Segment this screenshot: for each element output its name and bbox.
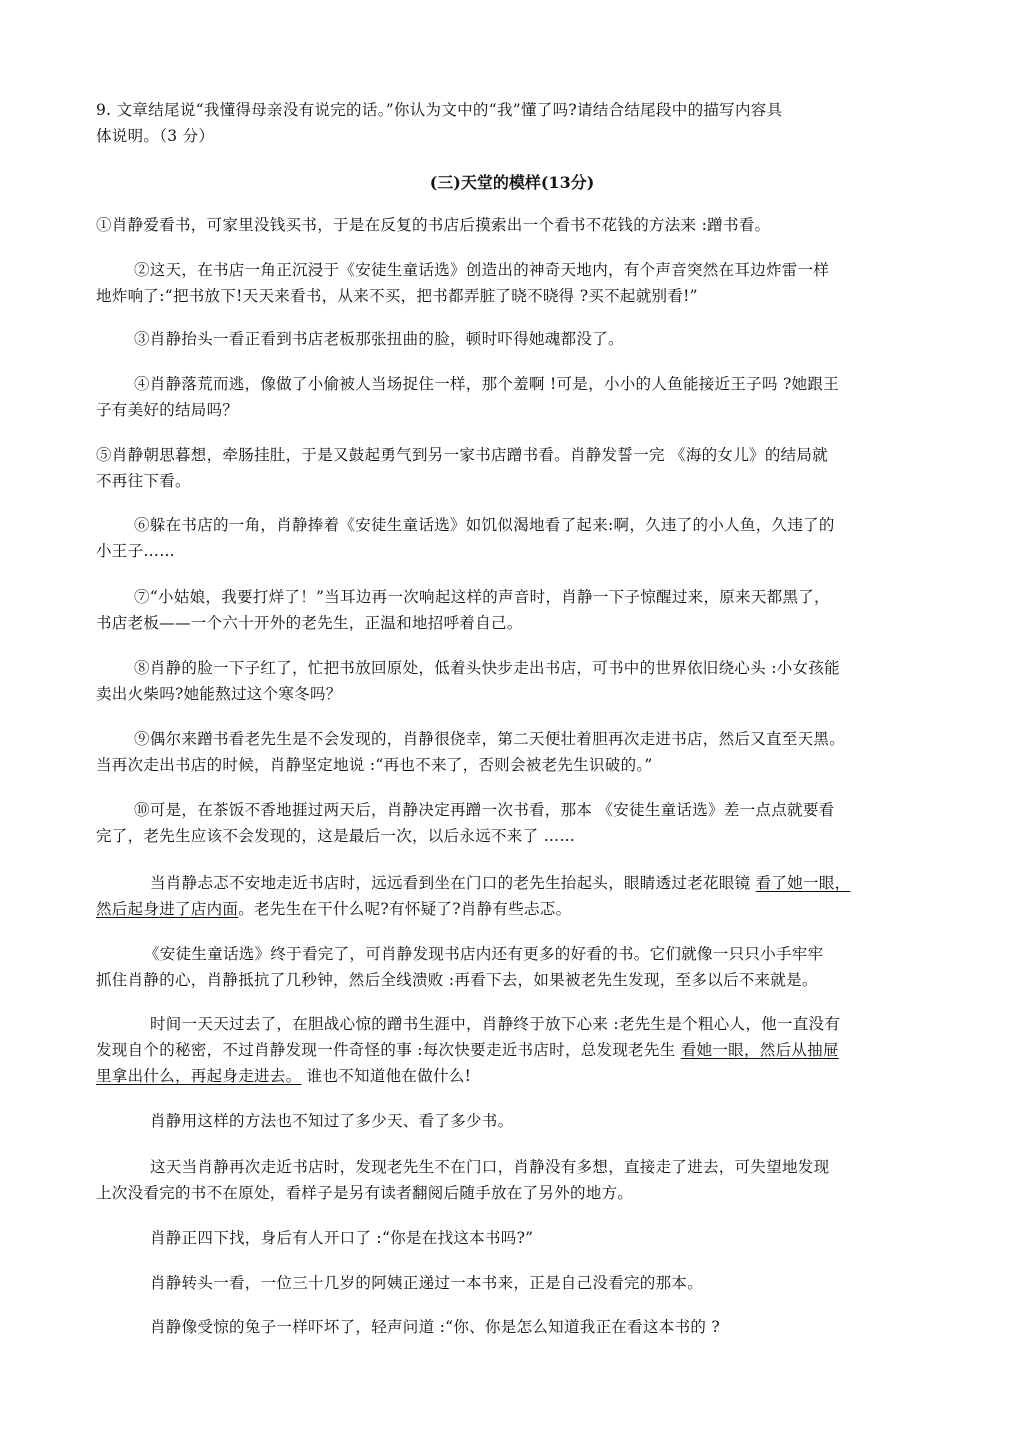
paragraph-line: 不再往下看。	[96, 472, 191, 490]
paragraph-line: ⑥躲在书店的一角，肖静捧着《安徒生童话选》如饥似渴地看了起来:啊，久违了的小人鱼，久违了的	[134, 516, 835, 534]
paragraph-line: 当再次走出书店的时候，肖静坚定地说 :“再也不来了，否则会被老先生识破的。”	[96, 756, 653, 774]
paragraph-line: ③肖静抬头一看正看到书店老板那张扭曲的脸，顿时吓得她魂都没了。	[134, 330, 624, 348]
paragraph-12	[96, 941, 938, 993]
underlined-text: 里拿出什么，再起身走进去。	[96, 1067, 302, 1085]
paragraph-text: 。老先生在干什么呢?有怀疑了?肖静有些忐忑。	[238, 900, 572, 918]
paragraph-line: 《安徒生童话选》终于看完了，可肖静发现书店内还有更多的好看的书。它们就像一只只小手牢牢	[144, 945, 824, 963]
paragraph-1	[96, 212, 938, 238]
paragraph-line: ⑦“小姑娘，我要打烊了！”当耳边再一次响起这样的声音时，肖静一下子惊醒过来，原来天都黑了，	[134, 588, 830, 606]
paragraph-line: 卖出火柴吗?她能熬过这个寒冬吗？	[96, 685, 342, 703]
paragraph-line: 时间一天天过去了，在胆战心惊的蹭书生涯中，肖静终于放下心来 :老先生是个粗心人，他一直没有	[150, 1015, 841, 1033]
paragraph-line: 完了，老先生应该不会发现的，这是最后一次，以后永远不来了 ……	[96, 827, 576, 845]
paragraph-text: 当肖静忐忑不安地走近书店时，远远看到坐在门口的老先生抬起头，眼睛透过老花眼镜	[150, 874, 756, 892]
paragraph-line: 上次没看完的书不在原处，看样子是另有读者翻阅后随手放在了另外的地方。	[96, 1184, 634, 1202]
paragraph-text: 发现自个的秘密，不过肖静发现一件奇怪的事 :每次快要走近书店时，总发现老先生	[96, 1041, 681, 1059]
paragraph-line: 抓住肖静的心，肖静抵抗了几秒钟，然后全线溃败 :再看下去，如果被老先生发现，至多以后不来就是。	[96, 971, 818, 989]
paragraph-line: ⑨偶尔来蹭书看老先生是不会发现的，肖静很侥幸，第二天便壮着胆再次走进书店，然后又直至天黑。	[134, 730, 846, 748]
paragraph-text: 谁也不知道他在做什么!	[301, 1067, 472, 1085]
paragraph-line: 书店老板——一个六十开外的老先生，正温和地招呼着自己。	[96, 614, 523, 632]
paragraph-line: 地炸响了:“把书放下!天天来看书，从来不买，把书都弄脏了晓不晓得 ?买不起就别看!”	[96, 287, 698, 305]
underlined-text: 看她一眼，然后从抽屉	[680, 1041, 839, 1059]
paragraph-13	[96, 1011, 938, 1089]
paragraph-11	[96, 870, 938, 922]
paragraph-line: 肖静像受惊的兔子一样吓坏了，轻声问道 :“你、你是怎么知道我正在看这本书的 ?	[150, 1318, 721, 1336]
paragraph-line: ①肖静爱看书，可家里没钱买书，于是在反复的书店后摸索出一个看书不花钱的方法来 :蹭书看。	[96, 216, 771, 234]
paragraph-7	[96, 584, 938, 636]
paragraph-5	[96, 442, 938, 494]
paragraph-line: 肖静用这样的方法也不知过了多少天、看了多少书。	[150, 1112, 514, 1130]
paragraph-8	[96, 655, 938, 707]
paragraph-9	[96, 726, 938, 778]
paragraph-line: 小王子……	[96, 542, 176, 560]
paragraph-line: 子有美好的结局吗？	[96, 401, 239, 419]
paragraph-14	[96, 1108, 938, 1134]
section-title: (三)天堂的模样(13分)	[429, 173, 595, 192]
paragraph-2	[96, 257, 940, 309]
paragraph-10	[96, 797, 938, 849]
paragraph-3	[134, 326, 976, 352]
underlined-text: 看了她一眼，	[755, 874, 851, 892]
paragraph-line: 这天当肖静再次走近书店时，发现老先生不在门口，肖静没有多想，直接走了进去，可失望地发现	[150, 1158, 830, 1176]
paragraph-line: 肖静正四下找，身后有人开口了 :“你是在找这本书吗?”	[150, 1229, 534, 1247]
paragraph-16	[96, 1225, 938, 1251]
paragraph-line: ②这天，在书店一角正沉浸于《安徒生童话选》创造出的神奇天地内，有个声音突然在耳边炸雷一样	[134, 261, 830, 279]
paragraph-4	[96, 371, 938, 423]
paragraph-line: 肖静转头一看，一位三十几岁的阿姨正递过一本书来，正是自己没看完的那本。	[150, 1274, 704, 1292]
paragraph-line: ⑩可是，在茶饭不香地捱过两天后，肖静决定再蹭一次书看，那本 《安徒生童话选》差一点点就要看	[134, 801, 835, 819]
question-line: 体说明。（3 分）	[96, 127, 215, 145]
paragraph-15	[96, 1154, 938, 1206]
paragraph-6	[96, 512, 938, 564]
question-line: 9. 文章结尾说“我懂得母亲没有说完的话。”你认为文中的“我”懂了吗?请结合结尾段中的描写内容具	[96, 101, 783, 119]
question-9	[96, 97, 938, 149]
paragraph-line: ⑤肖静朝思暮想，牵肠挂肚，于是又鼓起勇气到另一家书店蹭书看。肖静发誓一完 《海的女儿》的结局就	[96, 446, 829, 464]
underlined-text: 然后起身进了店内面	[96, 900, 239, 918]
paragraph-17	[96, 1270, 938, 1296]
paragraph-line: ④肖静落荒而逃，像做了小偷被人当场捉住一样，那个羞啊 !可是，小小的人鱼能接近王子吗 ?她跟王	[134, 375, 839, 393]
paragraph-18	[96, 1314, 938, 1340]
paragraph-line: ⑧肖静的脸一下子红了，忙把书放回原处，低着头快步走出书店，可书中的世界依旧绕心头 :小女孩能	[134, 659, 840, 677]
